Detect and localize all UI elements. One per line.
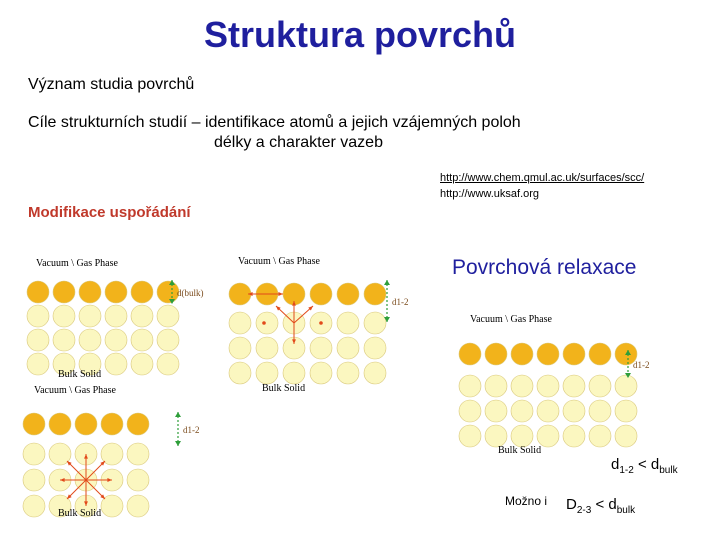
bulk-atom <box>589 375 611 397</box>
vacuum-label-2: Vacuum \ Gas Phase <box>238 256 320 267</box>
surface-atom <box>75 413 97 435</box>
bulk-atom <box>615 400 637 422</box>
relaxation-title: Povrchová relaxace <box>452 256 637 279</box>
bulk-atom <box>229 312 251 334</box>
bulk-atom <box>615 425 637 447</box>
bulk-atom <box>589 425 611 447</box>
bulk-atom <box>485 375 507 397</box>
d-marker-3-arrow-bottom <box>175 441 181 446</box>
bulk-atom <box>79 329 101 351</box>
d-marker-2-arrow-top <box>384 280 390 285</box>
relation-D: D <box>566 496 577 513</box>
bulk-label-3: Bulk Solid <box>58 508 102 519</box>
bulk-atom <box>53 329 75 351</box>
relation2-label: Možno i <box>505 494 548 508</box>
bulk-atom <box>459 400 481 422</box>
surface-atom <box>485 343 507 365</box>
bulk-atom <box>364 312 386 334</box>
relation-sub: 1-2 <box>619 465 634 476</box>
relation-lt: < d <box>633 456 660 473</box>
relation2-sub-bulk: bulk <box>616 505 636 516</box>
surface-atom <box>364 283 386 305</box>
surface-atom <box>79 281 101 303</box>
goals-line-continued: délky a charakter vazeb <box>214 134 383 151</box>
bulk-atom <box>537 375 559 397</box>
bulk-label-2: Bulk Solid <box>262 383 306 394</box>
bulk-atom <box>283 362 305 384</box>
bulk-atom <box>364 337 386 359</box>
bulk-atom <box>105 305 127 327</box>
bulk-atom <box>511 425 533 447</box>
surface-atom <box>23 413 45 435</box>
bulk-atom <box>485 425 507 447</box>
bulk-atom <box>229 337 251 359</box>
bulk-atom <box>337 312 359 334</box>
surface-atom <box>310 283 332 305</box>
surface-atom <box>589 343 611 365</box>
bulk-atom <box>310 337 332 359</box>
vacuum-label-4: Vacuum \ Gas Phase <box>470 314 552 325</box>
section-label-modification: Modifikace uspořádání <box>28 204 191 221</box>
bulk-atom <box>157 305 179 327</box>
surface-atom <box>131 281 153 303</box>
bulk-atom <box>615 375 637 397</box>
vacuum-label-3: Vacuum \ Gas Phase <box>34 385 116 396</box>
surface-atom <box>27 281 49 303</box>
force-center <box>319 321 323 325</box>
bulk-atom <box>256 362 278 384</box>
bulk-atom <box>229 362 251 384</box>
d-marker-2-label: d1-2 <box>392 297 409 307</box>
bulk-atom <box>127 469 149 491</box>
bulk-atom <box>337 362 359 384</box>
force-center <box>262 321 266 325</box>
bulk-atom <box>23 495 45 517</box>
bulk-atom <box>157 353 179 375</box>
relation-sub-bulk: bulk <box>659 465 678 476</box>
bulk-atom <box>589 400 611 422</box>
relation2-sub: 2-3 <box>576 505 592 516</box>
bulk-atom <box>485 400 507 422</box>
surface-atom <box>511 343 533 365</box>
bulk-atom <box>256 312 278 334</box>
d-marker-4-label: d1-2 <box>633 360 650 370</box>
surface-atom <box>459 343 481 365</box>
bulk-atom <box>53 305 75 327</box>
bulk-atom <box>27 329 49 351</box>
bulk-atom <box>256 337 278 359</box>
surface-atom <box>563 343 585 365</box>
bulk-atom <box>459 425 481 447</box>
bulk-atom <box>563 425 585 447</box>
surface-atom <box>157 281 179 303</box>
bulk-atom <box>105 353 127 375</box>
bulk-atom <box>537 425 559 447</box>
slide-title: Struktura povrchů <box>203 14 517 55</box>
d-marker-3-arrow-top <box>175 412 181 417</box>
bulk-atom <box>511 375 533 397</box>
subtitle-surface-study: Význam studia povrchů <box>28 76 195 93</box>
bulk-label-1: Bulk Solid <box>58 369 102 380</box>
surface-atom <box>537 343 559 365</box>
bulk-atom <box>23 443 45 465</box>
bulk-atom <box>131 329 153 351</box>
surface-atom <box>53 281 75 303</box>
bulk-label-4: Bulk Solid <box>498 445 542 456</box>
bulk-atom <box>459 375 481 397</box>
bulk-atom <box>131 305 153 327</box>
bulk-atom <box>127 495 149 517</box>
surface-atom <box>105 281 127 303</box>
relation2-lt: < d <box>591 496 617 513</box>
bulk-atom <box>563 375 585 397</box>
link-uksaf[interactable]: http://www.uksaf.org <box>440 188 540 200</box>
bulk-atom <box>310 362 332 384</box>
bulk-atom <box>105 329 127 351</box>
force-arrow-head <box>278 292 283 296</box>
bulk-atom <box>337 337 359 359</box>
bulk-atom <box>27 353 49 375</box>
bulk-atom <box>364 362 386 384</box>
bulk-atom <box>131 353 153 375</box>
surface-atom <box>49 413 71 435</box>
bulk-atom <box>157 329 179 351</box>
vacuum-label-1: Vacuum \ Gas Phase <box>36 258 118 269</box>
surface-atom <box>101 413 123 435</box>
d-marker-1-label: d(bulk) <box>177 288 204 298</box>
d-marker-3-label: d1-2 <box>183 425 200 435</box>
bulk-atom <box>79 305 101 327</box>
bulk-atom <box>23 469 45 491</box>
relation-d: d <box>611 456 620 473</box>
link-qmul[interactable]: http://www.chem.qmul.ac.uk/surfaces/scc/ <box>440 172 645 184</box>
bulk-atom <box>563 400 585 422</box>
goals-line: Cíle strukturních studií – identifikace atomů a jejich vzájemných poloh <box>28 114 521 131</box>
surface-atom <box>127 413 149 435</box>
bulk-atom <box>27 305 49 327</box>
bulk-atom <box>127 443 149 465</box>
surface-atom <box>229 283 251 305</box>
bulk-atom <box>537 400 559 422</box>
bulk-atom <box>511 400 533 422</box>
surface-atom <box>337 283 359 305</box>
